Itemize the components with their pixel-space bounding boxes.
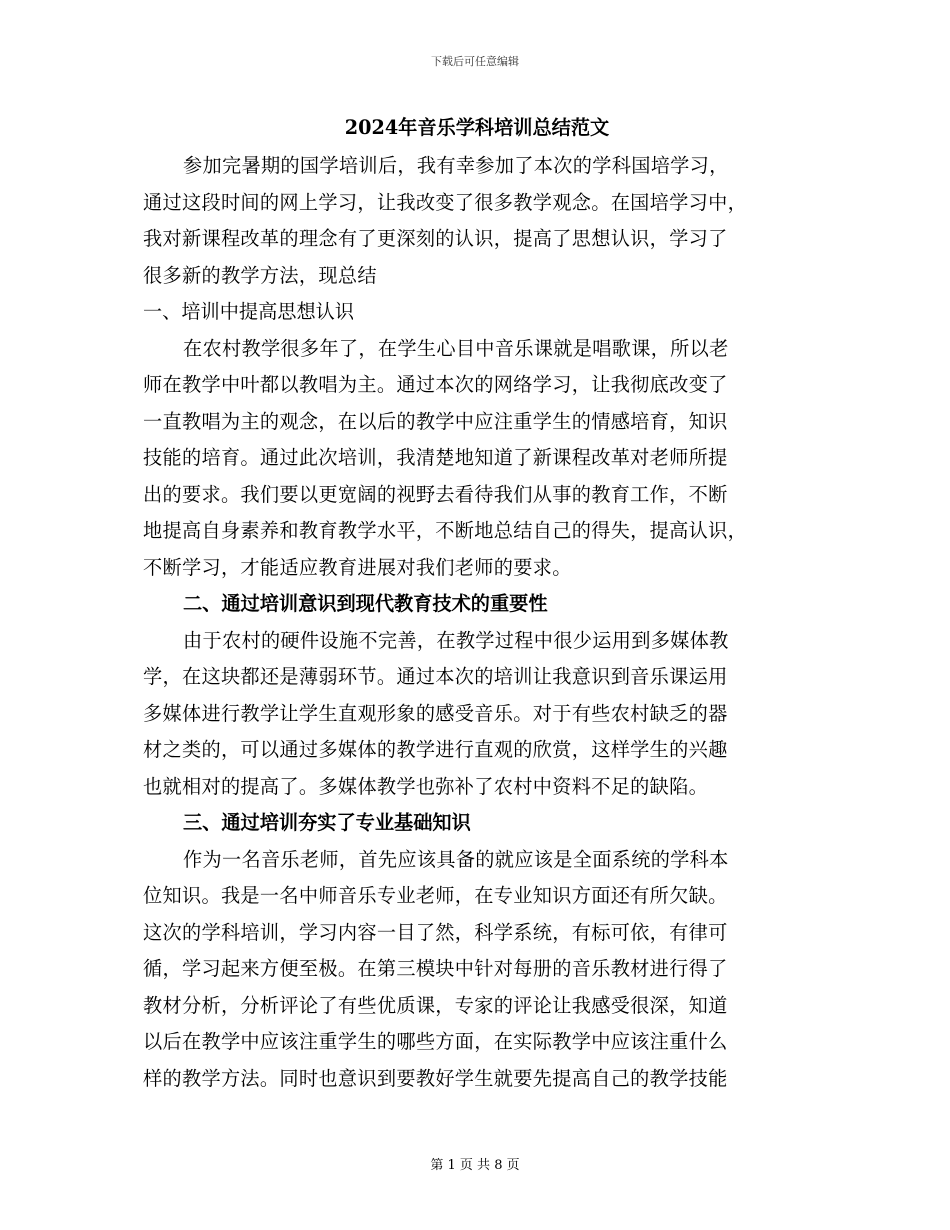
paragraph-line: 很多新的教学方法，现总结 (143, 263, 377, 287)
paragraph-line: 出的要求。我们要以更宽阔的视野去看待我们从事的教育工作，不断 (143, 482, 728, 506)
paragraph-line: 通过这段时间的网上学习，让我改变了很多教学观念。在国培学习中， (143, 190, 748, 214)
section1-paragraph (143, 331, 803, 587)
section-heading-2: 二、通过培训意识到现代教育技术的重要性 (183, 592, 548, 615)
paragraph-line: 学，在这块都还是薄弱环节。通过本次的培训让我意识到音乐课运用 (143, 665, 728, 688)
paragraph-line: 这次的学科培训，学习内容一目了然，科学系统，有标可依，有律可 (143, 920, 728, 944)
paragraph-line: 循，学习起来方便至极。在第三模块中针对每册的音乐教材进行得了 (143, 957, 728, 980)
paragraph-line: 在农村教学很多年了，在学生心目中音乐课就是唱歌课，所以老 (183, 336, 729, 360)
paragraph-line: 位知识。我是一名中师音乐专业老师，在专业知识方面还有所欠缺。 (143, 884, 728, 907)
paragraph-line: 技能的培育。通过此次培训，我清楚地知道了新课程改革对老师所提 (143, 446, 728, 469)
paragraph-line: 样的教学方法。同时也意识到要教好学生就要先提高自己的教学技能 (143, 1066, 728, 1090)
section-heading-3: 三、通过培训夯实了专业基础知识 (183, 811, 471, 834)
paragraph-line: 我对新课程改革的理念有了更深刻的认识，提高了思想认识，学习了 (143, 227, 728, 250)
paragraph-line: 地提高自身素养和教育教学水平，不断地总结自己的得失，提高认识， (143, 519, 748, 542)
section3-paragraph (143, 842, 803, 1098)
paragraph-line: 参加完暑期的国学培训后，我有幸参加了本次的学科国培学习， (183, 154, 729, 177)
document-title: 2024年音乐学科培训总结范文 (344, 116, 610, 139)
paragraph-line: 以后在教学中应该注重学生的哪些方面，在实际教学中应该注重什么 (143, 1030, 728, 1053)
section-heading-1: 一、培训中提高思想认识 (143, 300, 355, 323)
paragraph-line: 教材分析，分析评论了有些优质课，专家的评论让我感受很深，知道 (143, 993, 728, 1017)
page-number: 第 1 页 共 8 页 (430, 1158, 520, 1173)
paragraph-line: 也就相对的提高了。多媒体教学也弥补了农村中资料不足的缺陷。 (143, 774, 709, 798)
paragraph-line: 不断学习，才能适应教育进展对我们老师的要求。 (143, 555, 572, 579)
intro-paragraph (143, 148, 803, 294)
paragraph-line: 多媒体进行教学让学生直观形象的感受音乐。对于有些农村缺乏的器 (143, 701, 728, 725)
paragraph-line: 作为一名音乐老师，首先应该具备的就应该是全面系统的学科本 (183, 847, 729, 871)
paragraph-line: 一直教唱为主的观念，在以后的教学中应注重学生的情感培育，知识 (143, 409, 728, 433)
paragraph-line: 由于农村的硬件设施不完善，在教学过程中很少运用到多媒体教 (183, 628, 729, 652)
paragraph-line: 师在教学中叶都以教唱为主。通过本次的网络学习，让我彻底改变了 (143, 373, 728, 396)
paragraph-line: 材之类的，可以通过多媒体的教学进行直观的欣赏，这样学生的兴趣 (143, 738, 728, 761)
header-note: 下载后可任意编辑 (431, 55, 519, 68)
document-body (143, 112, 803, 1097)
section2-paragraph (143, 623, 803, 806)
